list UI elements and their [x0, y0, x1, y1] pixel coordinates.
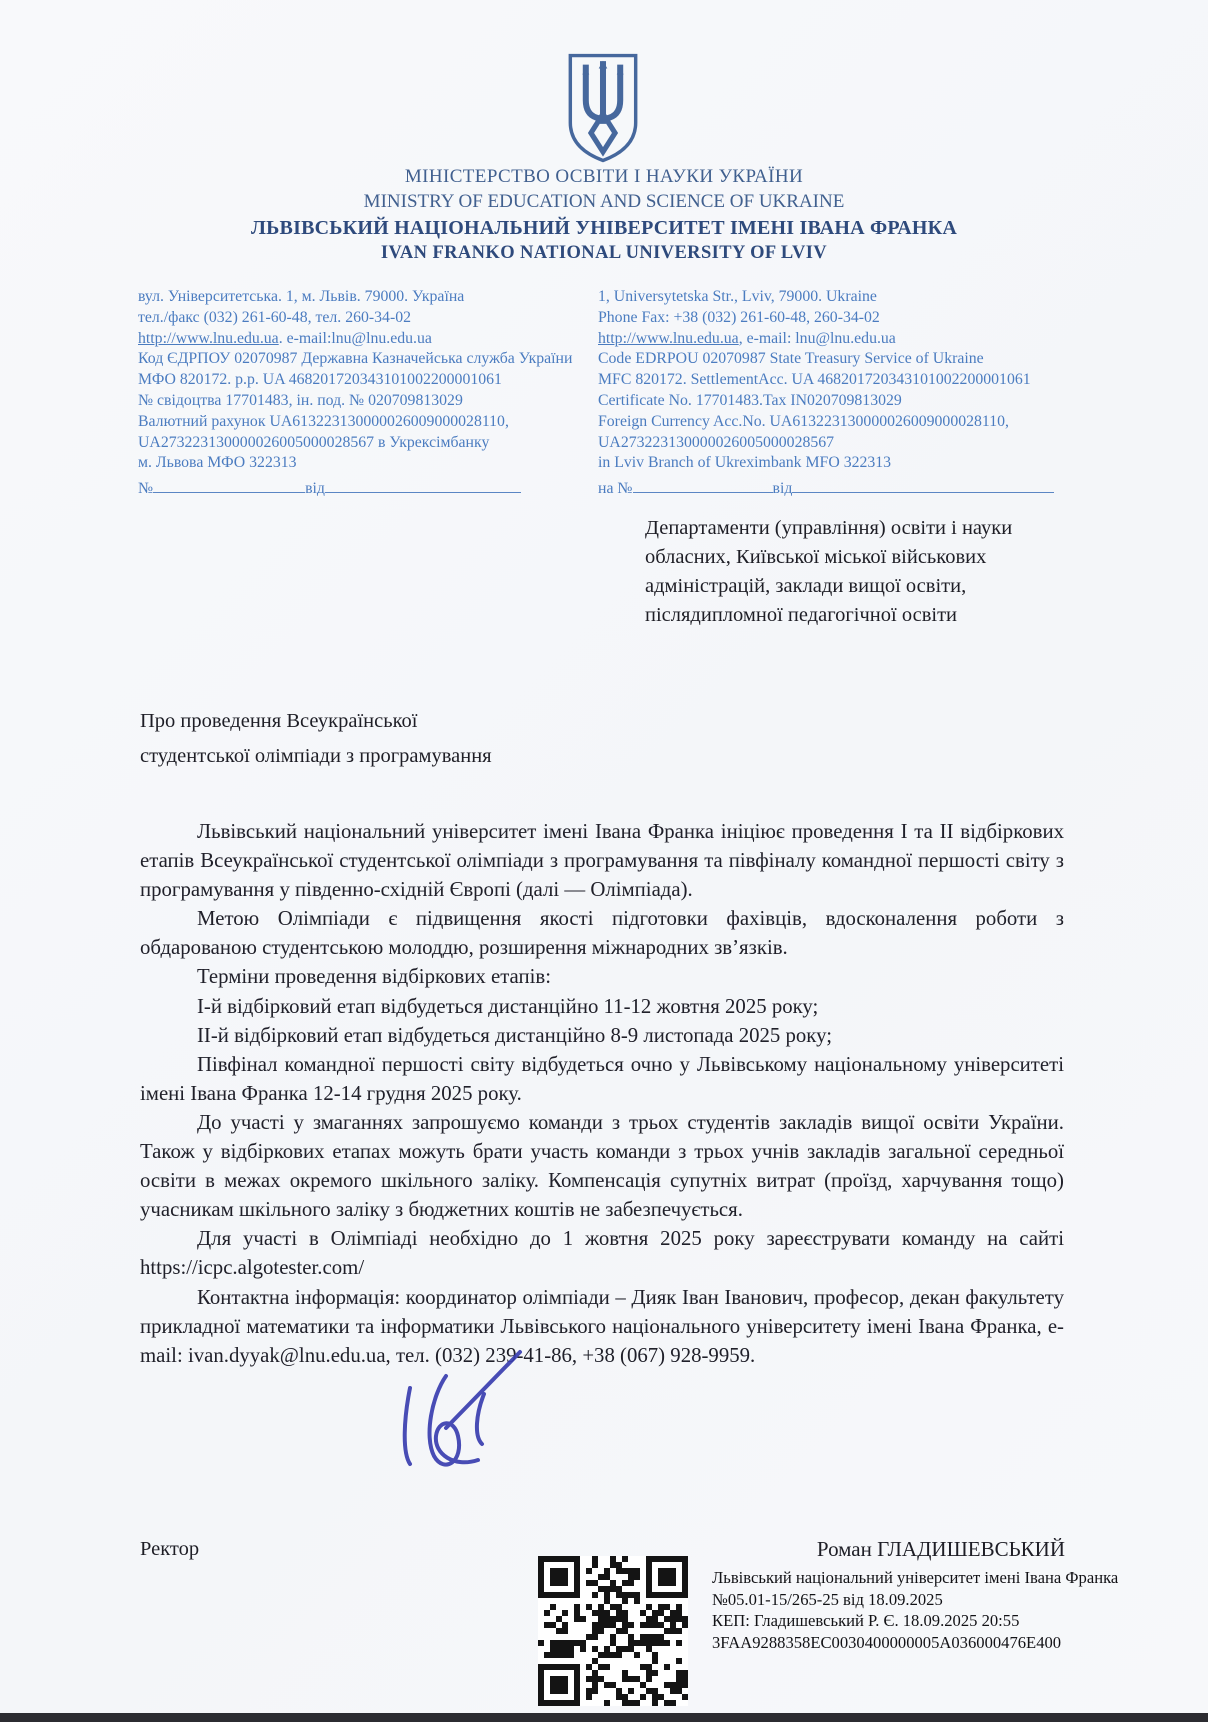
handwritten-signature — [388, 1336, 538, 1488]
letterhead — [0, 166, 1208, 264]
bank-branch-line-en: in Lviv Branch of Ukreximbank MFO 322313 — [598, 454, 892, 472]
address-line-en: 1, Universytetska Str., Lviv, 79000. Ukraine — [598, 288, 877, 305]
stamp-hash-line: 3FAA9288358EC0030400000005A036000476E400 — [712, 1632, 1062, 1652]
email-text: . e-mail:lnu@lnu.edu.ua — [278, 329, 432, 347]
body-paragraph: Терміни проведення відбіркових етапів: — [197, 965, 552, 989]
currency-account-line: Валютний рахунок UA613223130000026009000028110, — [138, 412, 509, 430]
university-title-uk: ЛЬВІВСЬКИЙ НАЦІОНАЛЬНИЙ УНІВЕРСИТЕТ ІМЕНІ ІВАНА ФРАНКА — [251, 217, 957, 239]
recipient-line: Департаменти (управління) освіти і науки — [645, 517, 1013, 539]
certificate-line-en: Certificate No. 17701483.Tax IN020709813029 — [598, 391, 902, 409]
letter-body — [140, 817, 1064, 1370]
currency-account-line2: UA273223130000026005000028567 в Укрексімбанку — [138, 433, 490, 451]
signer-title: Ректор — [140, 1538, 200, 1560]
stamp-kep-line: КЕП: Гладишевський Р. Є. 18.09.2025 20:55 — [712, 1611, 1020, 1630]
university-title-en: IVAN FRANKO NATIONAL UNIVERSITY OF LVIV — [380, 243, 828, 263]
contact-column-english — [598, 287, 1076, 500]
currency-account-line2-en: UA273223130000026005000028567 — [598, 433, 835, 451]
email-text-en: , e-mail: lnu@lnu.edu.ua — [738, 329, 896, 347]
ref-date-blank — [325, 477, 521, 493]
stamp-university-line: Львівський національний університет імені Івана Франка — [712, 1568, 1119, 1587]
subject-line: студентської олімпіади з програмування — [140, 745, 492, 767]
recipient-line: обласних, Київської міської військових — [645, 546, 987, 568]
contact-column-ukrainian — [138, 287, 603, 500]
body-paragraph: Півфінал командної першості світу відбудеться очно у Львівському національному університеті імені Івана Франка 12-14 грудня 2025 року. — [140, 1052, 1064, 1105]
edrpou-line-en: Code EDRPOU 02070987 State Treasury Service of Ukraine — [598, 350, 984, 368]
currency-account-line-en: Foreign Currency Acc.No. UA613223130000026009000028110, — [598, 412, 1009, 430]
recipient-line: адміністрацій, заклади вищої освіти, — [645, 575, 967, 597]
digital-stamp-block — [712, 1567, 1132, 1653]
stamp-ref-number-line: №05.01-15/265-25 від 18.09.2025 — [712, 1589, 943, 1609]
body-paragraph: Метою Олімпіади є підвищення якості підготовки фахівців, вдосконалення роботи з обдарованою студентською молоддю, розширення міжнародних зв’язків. — [140, 907, 1064, 960]
phone-line: тел./факс (032) 261-60-48, тел. 260-34-02 — [138, 308, 412, 326]
address-line: вул. Університетська. 1, м. Львів. 79000. Україна — [138, 288, 465, 305]
scan-edge-strip — [0, 1713, 1208, 1722]
subject-block — [140, 704, 492, 774]
mfc-account-line-en: MFC 820172. SettlementAcc. UA 468201720343101002200001061 — [598, 371, 1031, 389]
ref-na-no-blank — [633, 477, 773, 493]
ministry-title-uk: МІНІСТЕРСТВО ОСВІТИ І НАУКИ УКРАЇНИ — [404, 166, 804, 187]
qr-code — [538, 1556, 688, 1706]
phone-line-en: Phone Fax: +38 (032) 261-60-48, 260-34-02 — [598, 308, 880, 326]
recipient-block — [645, 514, 1085, 630]
ref-na-no-label: на № — [598, 480, 633, 498]
ukraine-trident-emblem — [560, 52, 646, 164]
ref-na-date-blank — [792, 477, 1054, 493]
ministry-title-en: MINISTRY OF EDUCATION AND SCIENCE OF UKRAINE — [363, 191, 845, 212]
incoming-ref-line — [598, 477, 1076, 500]
body-paragraph: До участі у змаганнях запрошуємо команди з трьох студентів закладів вищої освіти України. Також у відбіркових етапах можуть брати участь команди з трьох учнів закладів загальної середньої освіти в межах окремого шкільного заліку. Компенсація супутніх витрат (проїзд, харчування тощо) учасникам шкільного заліку з бюджетних коштів не забезпечується. — [140, 1110, 1064, 1222]
university-website-link[interactable]: http://www.lnu.edu.ua — [138, 329, 279, 347]
ref-vid-label: від — [305, 480, 325, 498]
university-website-link-en[interactable]: http://www.lnu.edu.ua — [598, 329, 739, 347]
body-paragraph-contact: Контактна інформація: координатор олімпіади – Дияк Іван Іванович, професор, декан факультету прикладної математики та інформатики Львівського національного університету імені Івана Франка, e-mail: ivan.dyyak@lnu.edu.ua, тел. (032) 239-41-86, +38 (067) 928-9959. — [140, 1285, 1064, 1367]
certificate-line: № свідоцтва 17701483, ін. под. № 020709813029 — [138, 391, 463, 409]
body-paragraph: Львівський національний університет імені Івана Франка ініціює проведення І та ІІ відбіркових етапів Всеукраїнської студентської олімпіади з програмування та півфіналу командної першості світу з програмування у південно-східній Європі (далі — Олімпіада). — [140, 820, 1064, 902]
ref-no-blank — [153, 477, 305, 493]
outgoing-ref-line — [138, 477, 603, 500]
ref-no-label: № — [138, 480, 154, 498]
signer-name: Роман ГЛАДИШЕВСЬКИЙ — [816, 1537, 1065, 1561]
body-paragraph: І-й відбірковий етап відбудеться дистанційно 11-12 жовтня 2025 року; — [197, 994, 819, 1018]
mfo-account-line: МФО 820172. р.р. UA 468201720343101002200001061 — [138, 371, 502, 389]
subject-line: Про проведення Всеукраїнської — [140, 710, 418, 732]
edrpou-line: Код ЄДРПОУ 02070987 Державна Казначейська служба України — [138, 350, 573, 368]
web-email-line-en — [598, 329, 1076, 350]
ref-vid-label-en: від — [772, 480, 793, 498]
body-paragraph-registration: Для участі в Олімпіаді необхідно до 1 жовтня 2025 року зареєструвати команду на сайті https://icpc.algotester.com/ — [140, 1227, 1064, 1280]
bank-branch-line: м. Львова МФО 322313 — [138, 454, 297, 472]
body-paragraph: ІІ-й відбірковий етап відбудеться дистанційно 8-9 листопада 2025 року; — [197, 1023, 833, 1047]
web-email-line — [138, 329, 603, 350]
recipient-line: післядипломної педагогічної освіти — [645, 604, 957, 626]
